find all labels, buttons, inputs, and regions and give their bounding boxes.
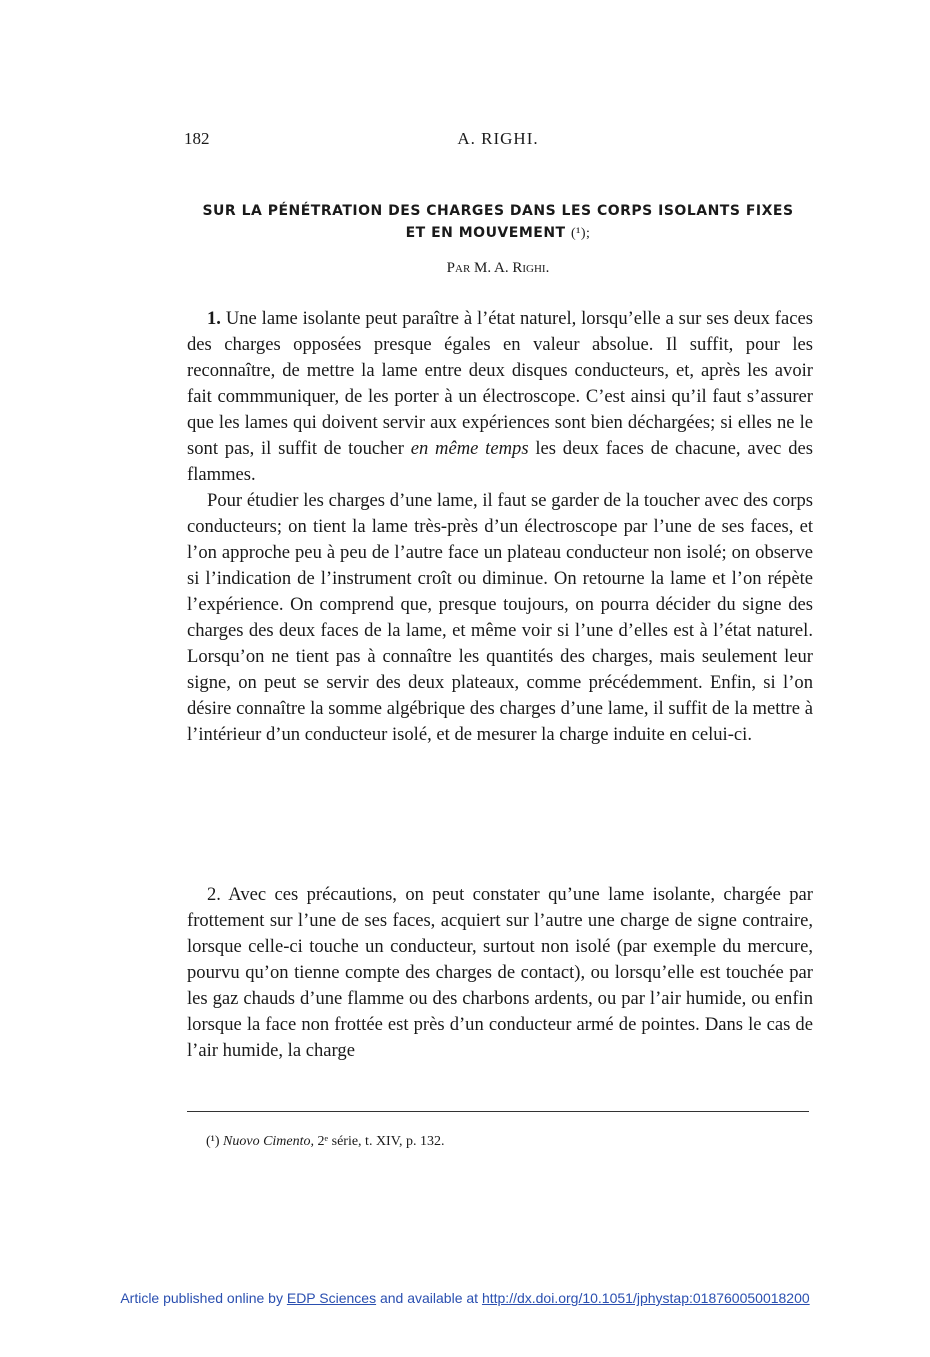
footnote — [206, 1134, 806, 1150]
emphasis-text: en même temps — [410, 438, 529, 459]
publication-footer — [0, 1290, 930, 1306]
section-1-paragraph-2: Pour étudier les charges d’une lame, il faut se garder de la toucher avec des corps conducteurs; on tient la lame très-près d’un électroscope par l’une de ses faces, et l’on approche peu à peu de l’autre face un plateau conducteur non isolé; on observe si l’indication de l’instrument croît ou diminue. On retourne la lame et l’on répète l’expérience. On comprend que, presque toujours, on pourra décider du signe des charges des deux faces de la lame, et même voir si l’une d’elles est à l’état naturel. Lorsqu’on ne tient pas à connaître les quantités des charges, mais seulement leur signe, on peut se servir des deux plateaux, comme précédemment. Enfin, si l’on désire connaître la somme algébrique des charges d’une lame, il suffit de la mettre à l’intérieur d’un conducteur isolé, et de mesurer la charge induite en celui-ci. — [187, 490, 813, 745]
byline: Par M. A. Righi. — [446, 260, 550, 276]
section-2-paragraph-1 — [187, 882, 813, 1064]
footer-prefix: Article published online by — [120, 1290, 283, 1306]
doi-link[interactable]: http://dx.doi.org/10.1051/jphystap:018760050018200 — [481, 1290, 810, 1306]
paragraph-text: Avec ces précautions, on peut constater qu’une lame isolante, chargée par frottement sur l’une de ses faces, acquiert sur l’autre une charge de signe contraire, lorsque celle-ci touche un conducteur, surtout non isolé (par exemple du mercure, pourvu qu’on tienne compte des charges de contact), ou lorsqu’elle est touchée par les gaz chauds d’une flamme ou des charbons ardents, ou par l’air humide, ou enfin lorsque la face non frottée est près d’un conducteur armé de pointes. Dans le cas de l’air humide, la charge — [187, 884, 813, 1061]
running-head: A. RIGHI. — [457, 129, 539, 148]
footnote-text: 2ᵉ série, t. XIV, p. 132. — [317, 1134, 445, 1149]
article-title — [184, 200, 812, 245]
title-note-ref: (¹); — [570, 226, 591, 241]
section-number: 1. — [207, 308, 221, 329]
title-line-1: SUR LA PÉNÉTRATION DES CHARGES DANS LES CORPS ISOLANTS FIXES — [202, 203, 794, 219]
footer-middle: and available at — [379, 1290, 479, 1306]
publisher-link[interactable]: EDP Sciences — [286, 1290, 377, 1306]
title-line-2 — [184, 222, 812, 245]
footnote-mark: (¹) — [206, 1134, 220, 1149]
title-line-2-text: ET EN MOUVEMENT — [405, 225, 566, 241]
section-2 — [187, 882, 813, 1064]
section-number: 2. — [207, 884, 221, 905]
footnote-divider — [187, 1111, 809, 1112]
section-1-paragraph-1 — [187, 306, 813, 488]
page-header — [184, 129, 812, 153]
paragraph-text: Une lame isolante peut paraître à l’état naturel, lorsqu’elle a sur ses deux faces des charges opposées presque égales en valeur absolue. Il suffit, pour les reconnaître, de mettre la lame entre deux disques conducteurs, et, après les avoir fait commmuniquer, de les porter à un électroscope. C’est ainsi qu’il faut s’assurer que les lames qui doivent servir aux expériences sont bien déchargées; si elles ne le sont pas, il suffit de toucher — [187, 308, 813, 459]
section-1 — [187, 306, 813, 748]
footnote-journal: Nuovo Cimento, — [223, 1134, 315, 1149]
page-number: 182 — [184, 129, 210, 148]
paragraph-text: les deux faces de chacune, avec des flammes. — [187, 438, 813, 485]
